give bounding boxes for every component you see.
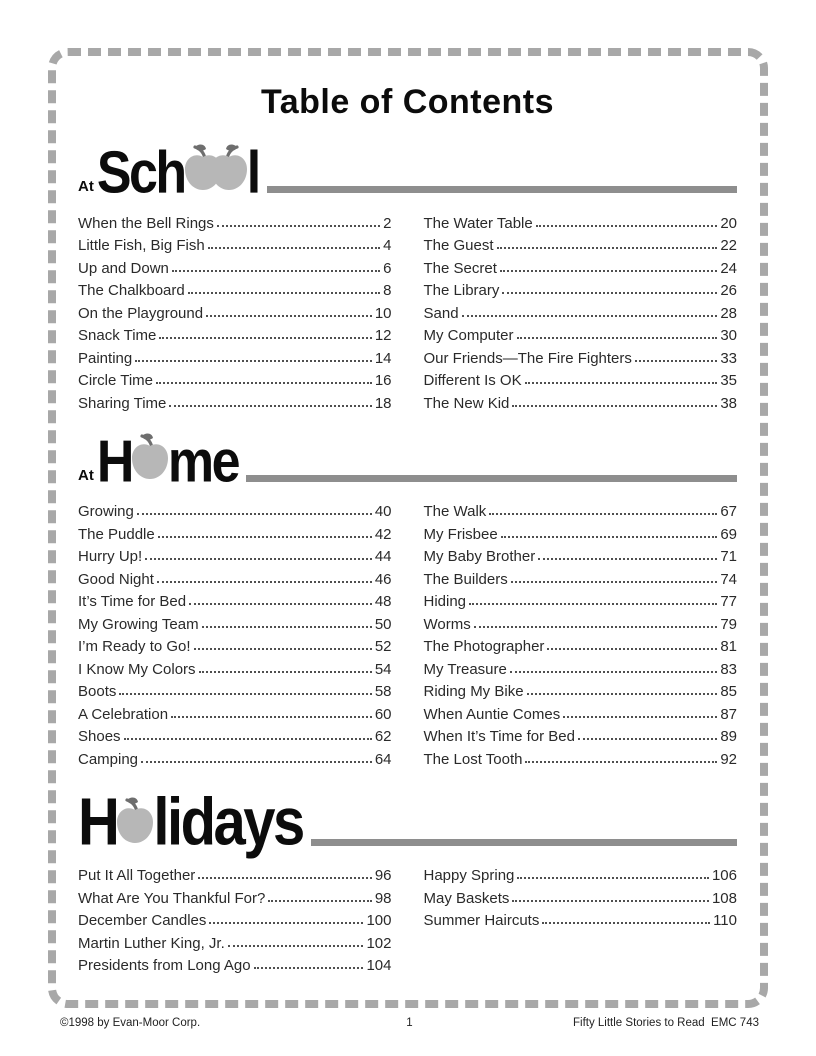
entry-title: The Chalkboard [78, 282, 185, 300]
entry-page: 87 [720, 705, 737, 723]
entry-title: Our Friends—The Fire Fighters [423, 349, 632, 367]
toc-entry [424, 655, 738, 678]
toc-entry [424, 299, 738, 322]
dot-leader [536, 225, 718, 227]
dot-leader [157, 581, 372, 583]
entry-page: 67 [720, 503, 737, 521]
entry-title: My Baby Brother [423, 548, 536, 566]
dot-leader [500, 270, 717, 272]
dot-leader [497, 247, 718, 249]
toc-entry [78, 254, 392, 277]
entry-title: The New Kid [423, 394, 510, 412]
entry-title: The Photographer [423, 638, 545, 656]
entry-title: Good Night [78, 570, 154, 588]
entry-page: 6 [383, 259, 392, 277]
wordmark-text-after: lidays [153, 784, 303, 860]
toc-entry [424, 633, 738, 656]
dot-leader [489, 513, 717, 515]
entry-title: A Celebration [78, 705, 169, 723]
toc-entry [424, 322, 738, 345]
dot-leader [511, 581, 718, 583]
entry-page: 18 [374, 394, 392, 412]
entry-title: The Secret [423, 259, 497, 277]
dot-leader [119, 693, 371, 695]
toc-entry [424, 907, 738, 930]
entry-page: 89 [720, 728, 737, 746]
entry-page: 2 [383, 214, 392, 232]
entry-page: 60 [374, 705, 392, 723]
entry-page: 24 [720, 259, 737, 277]
entry-title: Circle Time [78, 372, 154, 390]
dot-leader [172, 270, 380, 272]
dot-leader [188, 292, 380, 294]
dot-leader [199, 671, 372, 673]
toc-entry [78, 862, 392, 885]
entry-title: Shoes [78, 728, 121, 746]
footer-book-title: Fifty Little Stories to Read EMC 743 [573, 1017, 759, 1029]
toc-entry [78, 344, 392, 367]
section-heading-home [78, 428, 737, 496]
toc-entry [78, 209, 392, 232]
dot-leader [208, 247, 380, 249]
toc-entry [78, 322, 392, 345]
entry-page: 8 [383, 282, 392, 300]
section-home [78, 428, 737, 768]
entry-page: 54 [374, 660, 392, 678]
entry-page: 38 [720, 394, 737, 412]
dot-leader [145, 558, 372, 560]
entry-title: Different Is OK [423, 372, 522, 390]
page-footer [60, 1017, 759, 1033]
wordmark-text-before: Sch [96, 140, 185, 207]
entry-page: 62 [374, 728, 392, 746]
toc-entry [424, 344, 738, 367]
entry-page: 33 [720, 349, 737, 367]
dot-leader [254, 967, 364, 969]
toc-entry [424, 723, 738, 746]
section-heading-school [78, 140, 737, 207]
dot-leader [158, 536, 372, 538]
entry-title: Sand [423, 304, 459, 322]
entry-page: 48 [374, 593, 392, 611]
toc-entry [78, 367, 392, 390]
section-rule [311, 839, 737, 846]
wordmark-text-before: H [78, 784, 118, 860]
entry-page: 26 [720, 282, 737, 300]
section-holidays [78, 784, 737, 975]
entry-page: 14 [374, 349, 392, 367]
toc-entry [78, 745, 392, 768]
toc-column-left [78, 862, 392, 975]
entry-title: Sharing Time [78, 394, 167, 412]
toc-columns [78, 498, 737, 768]
toc-entry [424, 209, 738, 232]
entry-page: 96 [374, 867, 392, 885]
toc-entry [78, 588, 392, 611]
dot-leader [228, 945, 364, 947]
apple-icon [115, 796, 155, 846]
dot-leader [635, 360, 717, 362]
entry-title: Put It All Together [78, 867, 196, 885]
entry-title: My Frisbee [423, 525, 498, 543]
entry-title: Up and Down [78, 259, 169, 277]
entry-title: Summer Haircuts [423, 912, 540, 930]
dot-leader [517, 337, 718, 339]
dot-leader [510, 671, 717, 673]
wordmark-text-after: me [167, 428, 239, 496]
dot-leader [525, 761, 717, 763]
dot-leader [194, 648, 372, 650]
toc-entry [424, 389, 738, 412]
toc-entry [424, 254, 738, 277]
entry-page: 46 [374, 570, 392, 588]
wordmark-text-before: H [96, 428, 132, 496]
entry-title: Snack Time [78, 327, 157, 345]
entry-title: May Baskets [423, 889, 510, 907]
toc-entry [424, 884, 738, 907]
entry-title: My Computer [423, 327, 514, 345]
toc-entry [78, 277, 392, 300]
toc-entry [78, 389, 392, 412]
entry-title: I Know My Colors [78, 660, 196, 678]
dot-leader [474, 626, 718, 628]
toc-entry [424, 700, 738, 723]
toc-entry [78, 498, 392, 521]
entry-page: 52 [374, 638, 392, 656]
toc-entry [78, 565, 392, 588]
toc-columns [78, 209, 737, 412]
toc-entry [78, 543, 392, 566]
section-prefix: At [78, 466, 94, 484]
entry-title: The Puddle [78, 525, 155, 543]
entry-title: The Lost Tooth [423, 750, 523, 768]
dot-leader [547, 648, 717, 650]
wordmark-text-after: l [246, 140, 259, 207]
entry-page: 20 [720, 214, 737, 232]
dot-leader [462, 315, 718, 317]
section-heading-holidays [78, 784, 737, 860]
entry-page: 77 [720, 593, 737, 611]
entry-page: 22 [720, 237, 737, 255]
toc-entry [78, 907, 392, 930]
toc-entry [424, 745, 738, 768]
entry-title: When It’s Time for Bed [423, 728, 575, 746]
dot-leader [171, 716, 372, 718]
apple-icon [183, 143, 249, 193]
entry-title: Boots [78, 683, 117, 701]
toc-entry [78, 723, 392, 746]
entry-title: My Growing Team [78, 615, 199, 633]
toc-entry [424, 520, 738, 543]
entry-title: Riding My Bike [423, 683, 524, 701]
entry-page: 83 [720, 660, 737, 678]
entry-title: On the Playground [78, 304, 204, 322]
entry-page: 28 [720, 304, 737, 322]
toc-column-right [424, 209, 738, 412]
section-prefix: At [78, 178, 94, 196]
entry-title: Growing [78, 503, 134, 521]
entry-title: The Builders [423, 570, 508, 588]
entry-page: 10 [374, 304, 392, 322]
entry-title: I’m Ready to Go! [78, 638, 191, 656]
dot-leader [502, 292, 717, 294]
dot-leader [578, 738, 717, 740]
dot-leader [169, 405, 371, 407]
toc-entry [424, 367, 738, 390]
toc-entry [424, 277, 738, 300]
entry-title: The Guest [423, 237, 494, 255]
entry-page: 100 [366, 912, 392, 930]
apple-icon [130, 432, 170, 482]
dot-leader [217, 225, 380, 227]
entry-page: 69 [720, 525, 737, 543]
dot-leader [538, 558, 717, 560]
entry-title: It’s Time for Bed [78, 593, 187, 611]
toc-entry [424, 498, 738, 521]
entry-title: When Auntie Comes [423, 705, 561, 723]
toc-entry [424, 862, 738, 885]
entry-page: 104 [366, 957, 392, 975]
entry-page: 58 [374, 683, 392, 701]
entry-title: Camping [78, 750, 139, 768]
dot-leader [135, 360, 372, 362]
entry-page: 42 [374, 525, 392, 543]
entry-page: 98 [374, 889, 392, 907]
entry-title: Happy Spring [423, 867, 515, 885]
toc-column-left [78, 209, 392, 412]
entry-page: 16 [374, 372, 392, 390]
dot-leader [141, 761, 372, 763]
section-rule [267, 186, 737, 193]
dot-leader [563, 716, 717, 718]
entry-title: Painting [78, 349, 133, 367]
entry-page: 30 [720, 327, 737, 345]
entry-title: When the Bell Rings [78, 214, 214, 232]
dot-leader [501, 536, 718, 538]
entry-page: 12 [374, 327, 392, 345]
dot-leader [156, 382, 372, 384]
dot-leader [512, 405, 717, 407]
entry-title: Presidents from Long Ago [78, 957, 251, 975]
dot-leader [189, 603, 372, 605]
entry-page: 44 [374, 548, 392, 566]
toc-entry [424, 565, 738, 588]
entry-title: December Candles [78, 912, 207, 930]
dot-leader [159, 337, 371, 339]
dot-leader [206, 315, 372, 317]
toc-entry [78, 299, 392, 322]
entry-title: Hiding [423, 593, 467, 611]
entry-title: Hurry Up! [78, 548, 143, 566]
entry-title: Little Fish, Big Fish [78, 237, 205, 255]
toc-entry [424, 610, 738, 633]
toc-entry [78, 700, 392, 723]
entry-title: The Library [423, 282, 500, 300]
footer-page-number: 1 [406, 1017, 413, 1029]
section-school [78, 140, 737, 412]
dot-leader [542, 922, 710, 924]
entry-page: 50 [374, 615, 392, 633]
dot-leader [517, 877, 709, 879]
toc-entry [78, 520, 392, 543]
dot-leader [124, 738, 372, 740]
dot-leader [137, 513, 372, 515]
entry-page: 35 [720, 372, 737, 390]
entry-page: 106 [711, 867, 737, 885]
dot-leader [469, 603, 717, 605]
entry-title: What Are You Thankful For? [78, 889, 266, 907]
toc-entry [78, 610, 392, 633]
toc-entry [78, 952, 392, 975]
toc-column-left [78, 498, 392, 768]
entry-page: 102 [366, 934, 392, 952]
toc-entry [78, 678, 392, 701]
entry-page: 40 [374, 503, 392, 521]
entry-page: 92 [720, 750, 737, 768]
dot-leader [512, 900, 709, 902]
toc-entry [78, 633, 392, 656]
entry-page: 85 [720, 683, 737, 701]
entry-page: 110 [713, 912, 737, 930]
entry-title: My Treasure [423, 660, 507, 678]
toc-entry [78, 232, 392, 255]
toc-columns [78, 862, 737, 975]
page-title: Table of Contents [260, 83, 555, 121]
section-rule [246, 475, 737, 482]
entry-title: Martin Luther King, Jr. [78, 934, 225, 952]
toc-column-right [424, 862, 738, 930]
dot-leader [202, 626, 372, 628]
toc-entry [424, 232, 738, 255]
footer-copyright: ©1998 by Evan-Moor Corp. [60, 1017, 201, 1029]
toc-entry [78, 655, 392, 678]
dot-leader [268, 900, 371, 902]
toc-entry [78, 884, 392, 907]
entry-page: 108 [711, 889, 737, 907]
toc-column-right [424, 498, 738, 768]
entry-page: 64 [374, 750, 392, 768]
toc-sections [78, 140, 737, 975]
toc-entry [424, 588, 738, 611]
dot-leader [209, 922, 363, 924]
entry-title: Worms [423, 615, 471, 633]
entry-title: The Water Table [423, 214, 533, 232]
toc-entry [78, 929, 392, 952]
dot-leader [527, 693, 718, 695]
dot-leader [198, 877, 372, 879]
entry-page: 4 [383, 237, 392, 255]
dot-leader [525, 382, 718, 384]
entry-page: 81 [720, 638, 737, 656]
entry-page: 79 [720, 615, 737, 633]
entry-title: The Walk [423, 503, 487, 521]
entry-page: 71 [720, 548, 737, 566]
toc-entry [424, 543, 738, 566]
toc-entry [424, 678, 738, 701]
entry-page: 74 [720, 570, 737, 588]
